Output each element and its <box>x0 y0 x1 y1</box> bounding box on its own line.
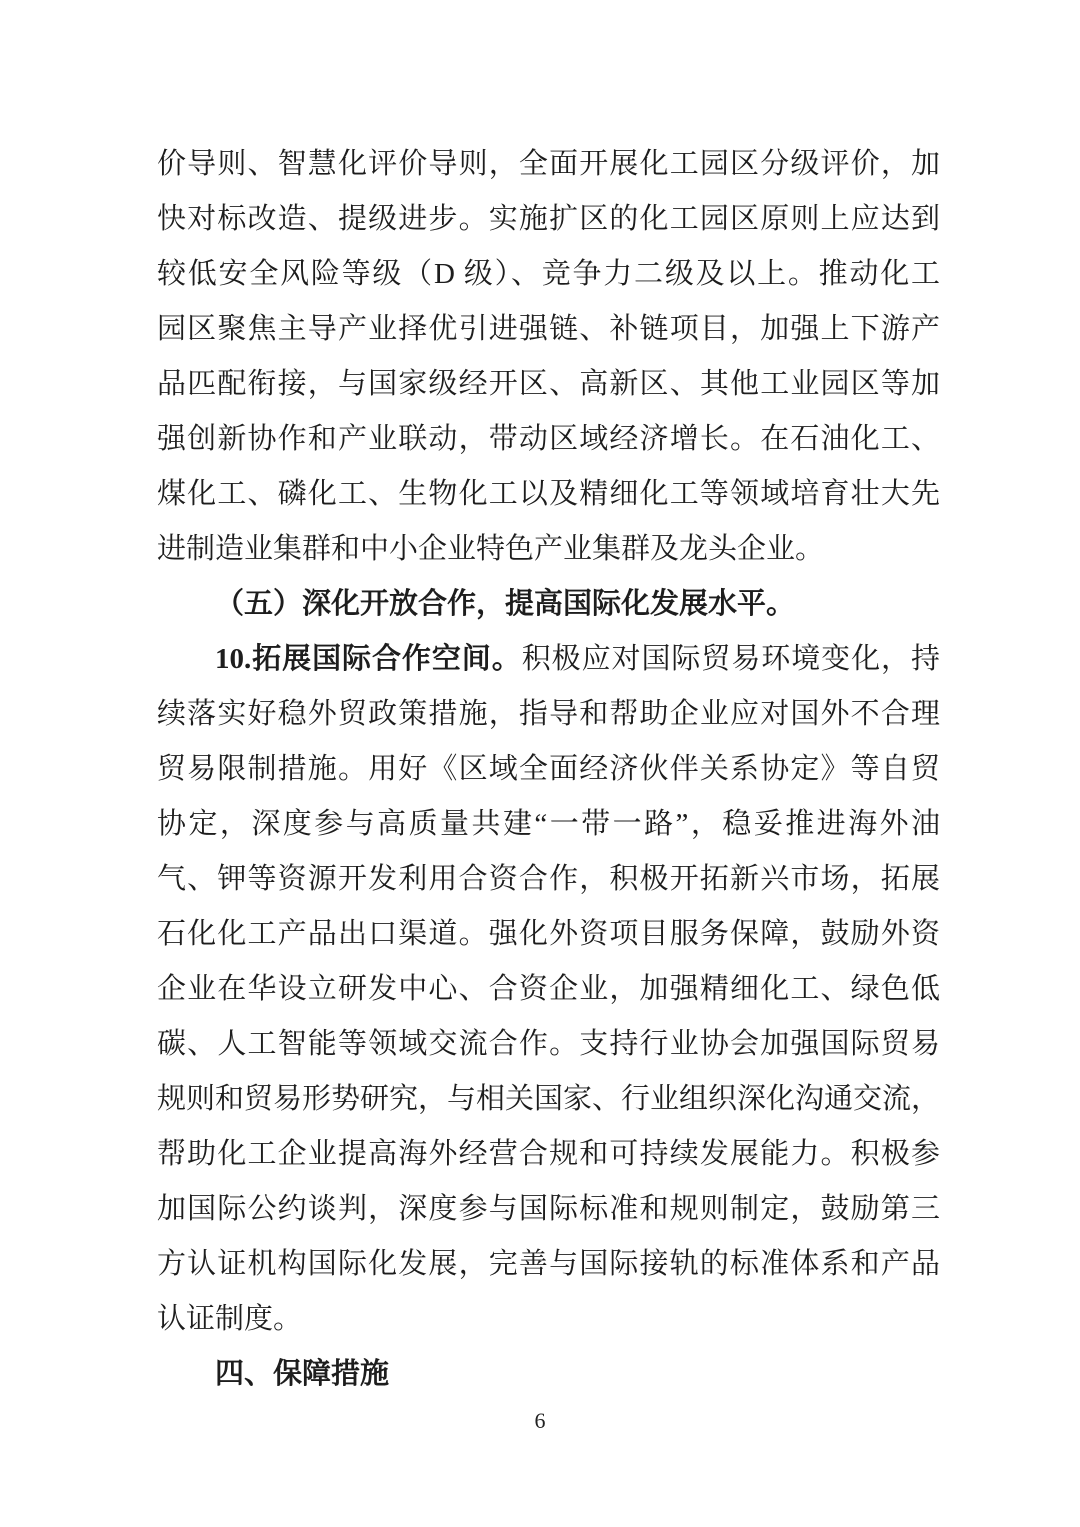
document-line <box>157 192 940 247</box>
text-segment: 规则和贸易形势研究，与相关国家、行业组织深化沟通交流， <box>157 1083 941 1115</box>
text-segment: 碳、人工智能等领域交流合作。支持行业协会加强国际贸易 <box>157 1028 940 1060</box>
document-line <box>157 1292 940 1347</box>
text-segment: 气、钾等资源开发利用合资合作，积极开拓新兴市场，拓展 <box>157 863 940 895</box>
document-line <box>157 742 940 797</box>
text-segment: 煤化工、磷化工、生物化工以及精细化工等领域培育壮大先 <box>157 478 940 510</box>
bold-text-segment: （五）深化开放合作，提高国际化发展水平。 <box>215 588 796 620</box>
document-line <box>157 522 940 577</box>
text-segment: 石化化工产品出口渠道。强化外资项目服务保障，鼓励外资 <box>157 918 940 950</box>
text-segment: 园区聚焦主导产业择优引进强链、补链项目，加强上下游产 <box>157 313 940 345</box>
text-segment: 快对标改造、提级进步。实施扩区的化工园区原则上应达到 <box>157 203 940 235</box>
document-line <box>157 577 940 632</box>
document-line <box>157 357 940 412</box>
document-line <box>157 1237 940 1292</box>
document-line <box>157 687 940 742</box>
document-line <box>157 632 940 687</box>
document-line <box>157 247 940 302</box>
text-segment: 企业在华设立研发中心、合资企业，加强精细化工、绿色低 <box>157 973 940 1005</box>
document-line <box>157 1017 940 1072</box>
document-line <box>157 302 940 357</box>
document-line <box>157 1347 940 1402</box>
document-line <box>157 412 940 467</box>
text-segment: 积极应对国际贸易环境变化，持 <box>521 643 940 675</box>
text-segment: 协定，深度参与高质量共建“一带一路”，稳妥推进海外油 <box>157 808 940 840</box>
text-segment: 强创新协作和产业联动，带动区域经济增长。在石油化工、 <box>157 423 940 455</box>
document-line <box>157 1182 940 1237</box>
text-segment: 帮助化工企业提高海外经营合规和可持续发展能力。积极参 <box>157 1138 940 1170</box>
document-line <box>157 467 940 522</box>
bold-text-segment: 四、保障措施 <box>215 1358 390 1390</box>
document-line <box>157 962 940 1017</box>
document-body <box>157 137 940 1402</box>
page-number: 6 <box>534 1408 546 1433</box>
document-line <box>157 137 940 192</box>
document-line <box>157 797 940 852</box>
text-segment: 方认证机构国际化发展，完善与国际接轨的标准体系和产品 <box>157 1248 940 1280</box>
text-segment: 较低安全风险等级（D 级）、竞争力二级及以上。推动化工 <box>157 258 940 290</box>
text-segment: 续落实好稳外贸政策措施，指导和帮助企业应对国外不合理 <box>157 698 940 730</box>
text-segment: 加国际公约谈判，深度参与国际标准和规则制定，鼓励第三 <box>157 1193 940 1225</box>
text-segment: 品匹配衔接，与国家级经开区、高新区、其他工业园区等加 <box>157 368 940 400</box>
text-segment: 贸易限制措施。用好《区域全面经济伙伴关系协定》等自贸 <box>157 753 940 785</box>
text-segment: 进制造业集群和中小企业特色产业集群及龙头企业。 <box>157 533 825 565</box>
document-line <box>157 1072 940 1127</box>
text-segment: 价导则、智慧化评价导则，全面开展化工园区分级评价，加 <box>157 148 940 180</box>
document-line <box>157 907 940 962</box>
document-line <box>157 1127 940 1182</box>
text-segment: 认证制度。 <box>157 1303 303 1335</box>
bold-text-segment: 10.拓展国际合作空间。 <box>215 643 522 675</box>
document-line <box>157 852 940 907</box>
